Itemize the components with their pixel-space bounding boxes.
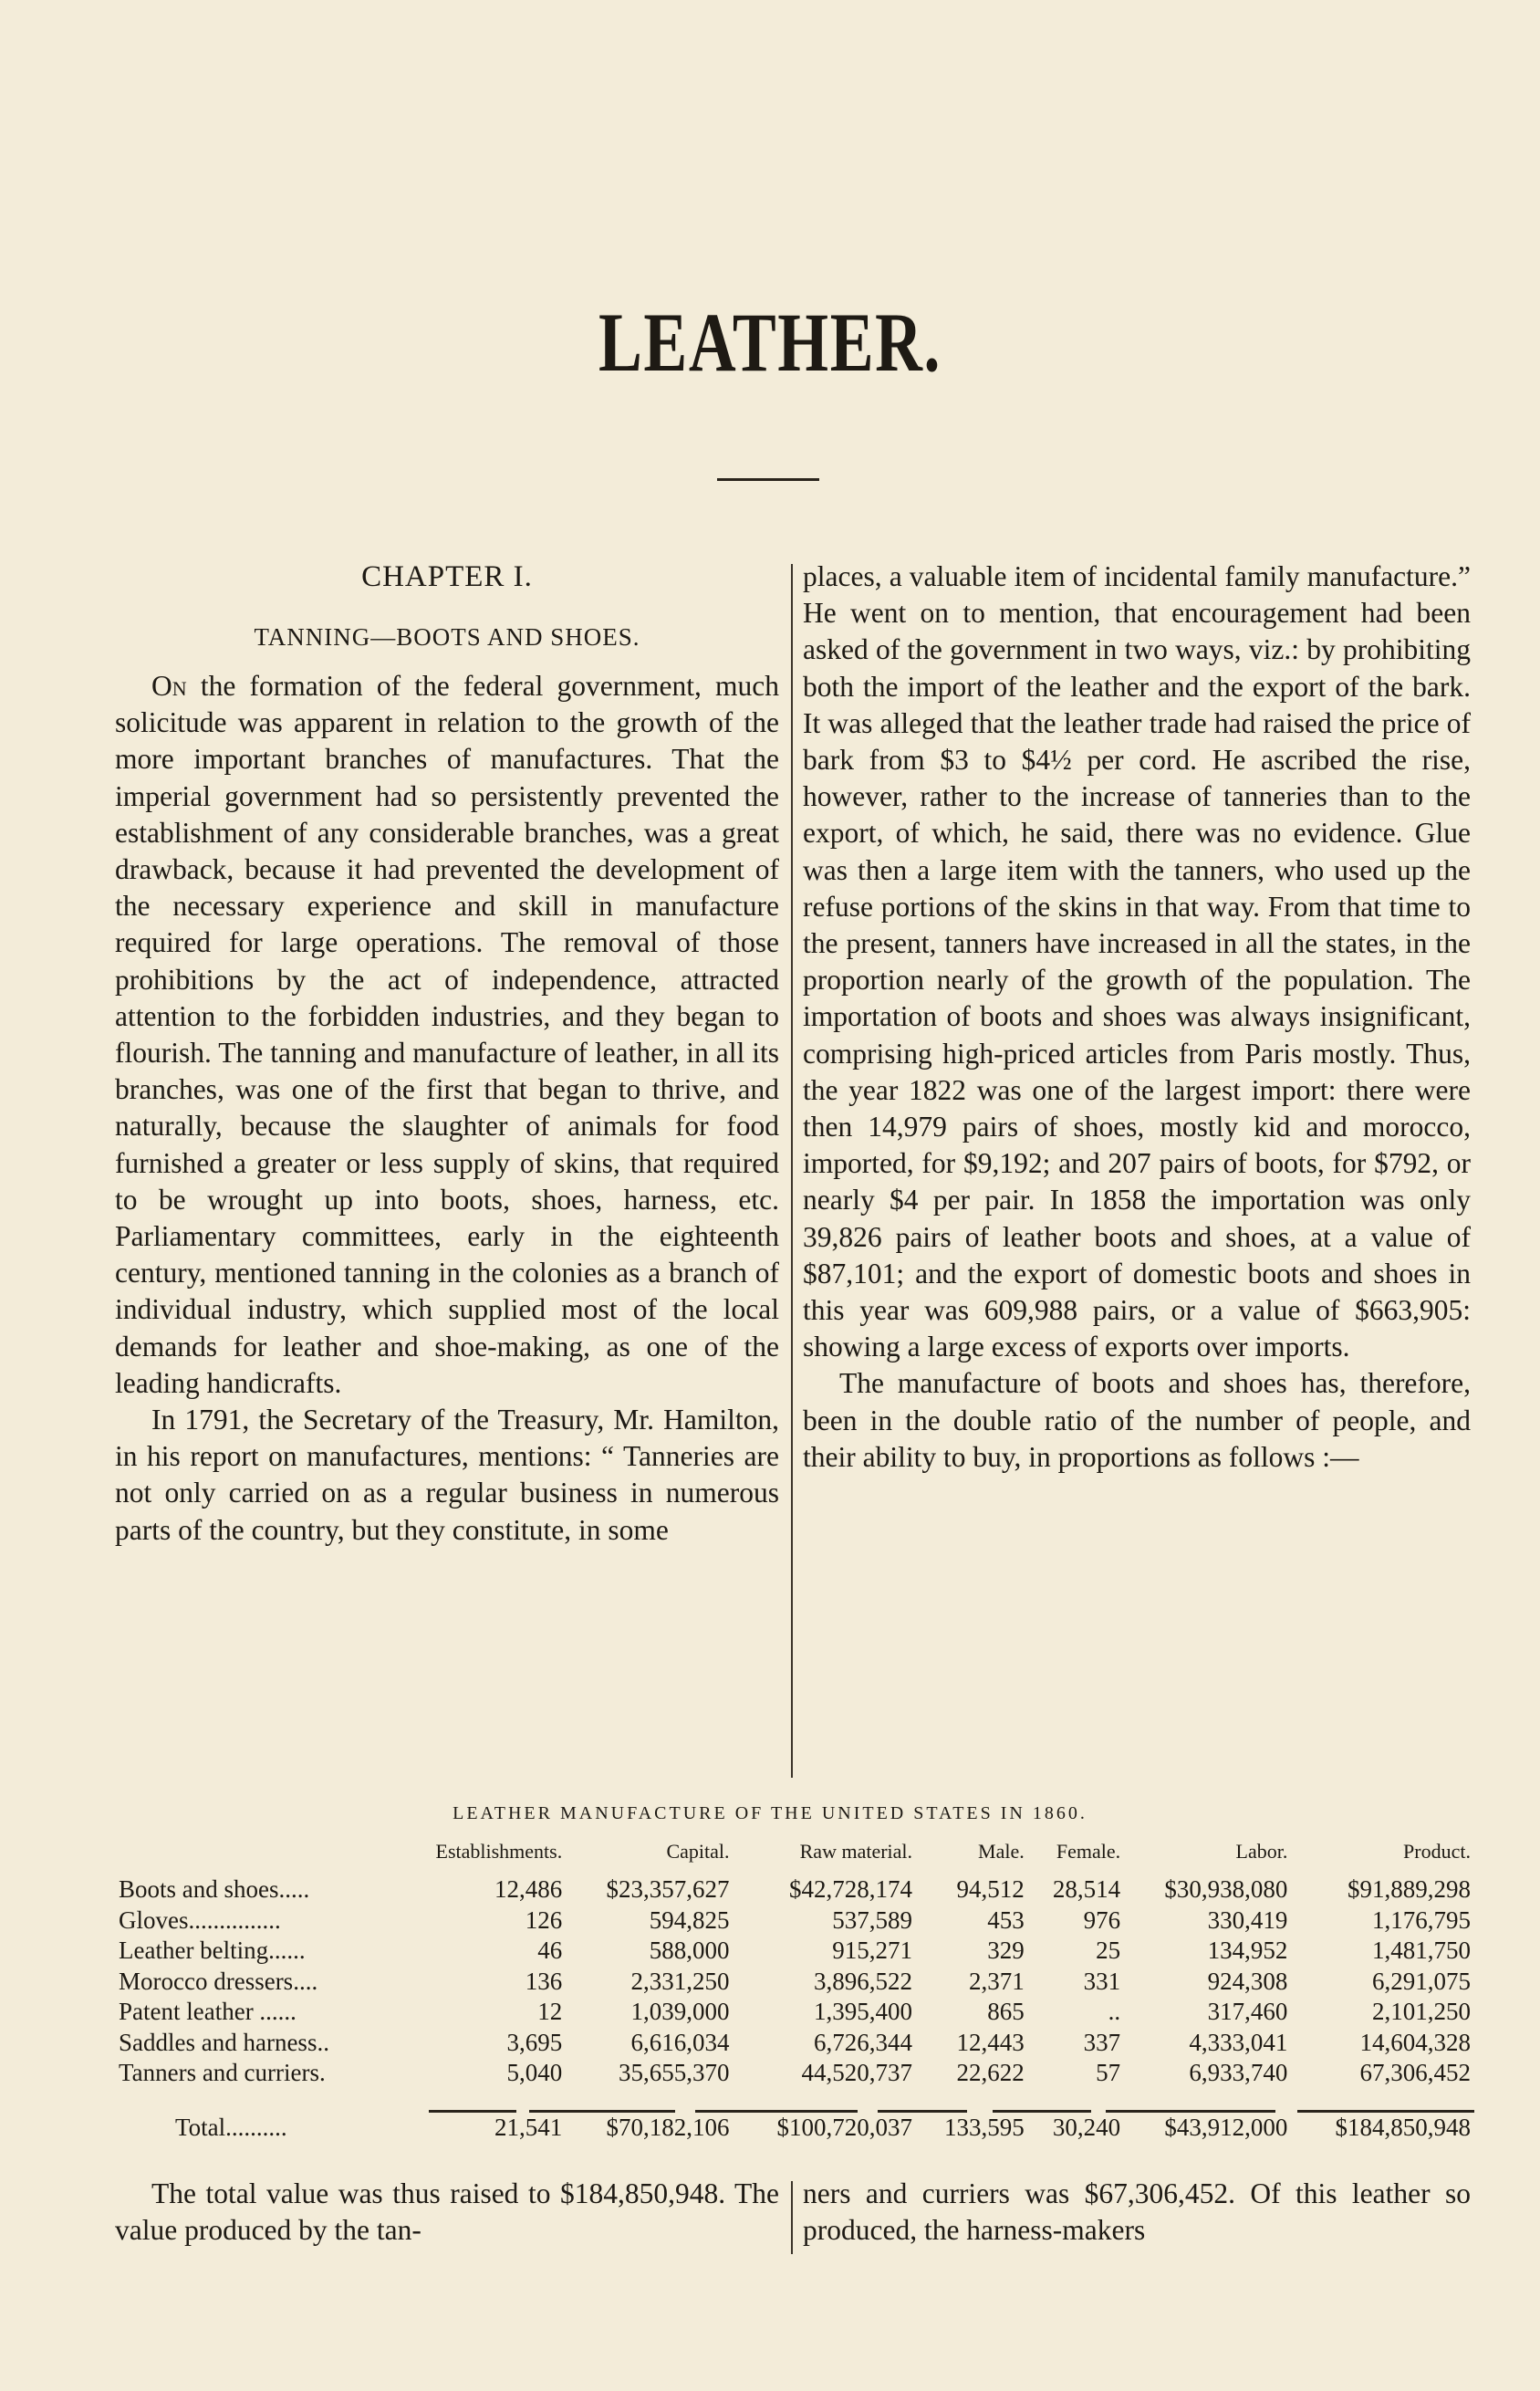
table-cell: 12,486 bbox=[494, 1875, 563, 1903]
table-header-cell bbox=[115, 1840, 394, 1874]
table-cell: $43,912,000 bbox=[1164, 2113, 1288, 2141]
table-cell: 14,604,328 bbox=[1359, 2028, 1471, 2056]
table-cell: Boots and shoes..... bbox=[119, 1875, 310, 1903]
table-cell: 3,896,522 bbox=[814, 1967, 913, 1995]
table-cell: 330,419 bbox=[1207, 1905, 1288, 1934]
table-cell: 4,333,041 bbox=[1189, 2028, 1288, 2056]
left-paragraph-1-text: the formation of the federal government, much solicitude was apparent in relation to the growth of the more important branches of manufactures. That the imperial government had so persistently prevented the establishment of any considerable branches, was a great drawback, because it had prevented the development of the necessary experience and skill in manufacture required for large operations. The removal of those prohibitions by the act of independence, attracted attention to the forbidden industries, and they began to flourish. The tanning and manufacture of leather, in all its branches, was one of the first that began to thrive, and naturally, because the slaughter of animals for food furnished a greater or less supply of skins, that required to be wrought up into boots, shoes, harness, etc. Parliamentary committees, early in the eighteenth century, mentioned tanning in the colonies as a branch of individual industry, which supplied most of the local demands for leather and shoe-making, as one of the leading handicrafts. bbox=[115, 670, 779, 1399]
table-cell: 3,695 bbox=[506, 2028, 563, 2056]
table-cell: 44,520,737 bbox=[801, 2059, 913, 2086]
table-cell: Gloves............... bbox=[119, 1905, 281, 1934]
table-cell: 2,371 bbox=[968, 1967, 1025, 1995]
table-cell: Tanners and curriers. bbox=[119, 2059, 326, 2086]
table-row bbox=[115, 1967, 1474, 1998]
right-paragraph-1: places, a valuable item of incidental family manufacture.” He went on to mention, that encouragement had been asked of the government in two ways, viz.: by prohibiting both the import of the leather and the export of the bark. It was alleged that the leather trade had raised the price of bark from $3 to $4½ per cord. He ascribed the rise, however, rather to the increase of tanneries than to the export, of which, he said, there was no evidence. Glue was then a large item with the tanners, who used up the refuse portions of the skins in that way. From that time to the present, tanners have increased in all the states, in the proportion nearly of the growth of the population. The importation of boots and shoes was always insignificant, comprising high-priced articles from Paris mostly. Thus, the year 1822 was one of the largest import: there were then 14,979 pairs of shoes, mostly kid and morocco, imported, for $9,192; and 207 pairs of boots, for $792, or nearly $4 per pair. In 1858 the importation was only 39,826 pairs of leather boots and shoes, at a value of $87,101; and the export of domestic boots and shoes in this year was 609,988 pairs, or a value of $663,905: showing a large excess of exports over imports. bbox=[803, 560, 1471, 1363]
table-cell: $23,357,627 bbox=[606, 1875, 730, 1903]
bottom-left-paragraph: The total value was thus raised to $184,850,948. The value produced by the tan- bbox=[115, 2177, 779, 2247]
page-title: LEATHER. bbox=[598, 296, 942, 389]
table-cell: 588,000 bbox=[649, 1937, 730, 1964]
table-cell: $30,938,080 bbox=[1164, 1875, 1288, 1903]
table-cell: $91,889,298 bbox=[1348, 1875, 1471, 1903]
table-cell: 317,460 bbox=[1207, 1998, 1288, 2025]
table-cell: 30,240 bbox=[1052, 2113, 1121, 2141]
table-header-cell: Product. bbox=[1403, 1840, 1471, 1863]
table-header-cell: Male. bbox=[978, 1840, 1025, 1863]
bottom-right-paragraph: ners and curriers was $67,306,452. Of this leather so produced, the harness-makers bbox=[803, 2177, 1471, 2247]
table-cell: 35,655,370 bbox=[618, 2059, 730, 2086]
right-column bbox=[803, 559, 1471, 1476]
table-cell: 337 bbox=[1083, 2028, 1121, 2056]
table-cell: 126 bbox=[525, 1905, 563, 1934]
table-cell: 865 bbox=[987, 1998, 1025, 2025]
table-cell: 1,176,795 bbox=[1372, 1905, 1471, 1934]
table-cell: 924,308 bbox=[1207, 1967, 1288, 1995]
table-cell: Morocco dressers.... bbox=[119, 1967, 318, 1995]
leather-manufacture-table bbox=[115, 1840, 1474, 2143]
table-cell: 22,622 bbox=[956, 2059, 1025, 2086]
table-cell: 134,952 bbox=[1207, 1937, 1288, 1964]
table-header-row bbox=[115, 1840, 1474, 1874]
table-row bbox=[115, 1997, 1474, 2028]
table-header-cell: Capital. bbox=[666, 1840, 730, 1863]
table-cell: 2,331,250 bbox=[630, 1967, 730, 1995]
table-cell: 6,933,740 bbox=[1189, 2059, 1288, 2086]
table-cell: 57 bbox=[1096, 2059, 1121, 2086]
table-cell: 331 bbox=[1083, 1967, 1121, 1995]
total-rule bbox=[878, 2110, 967, 2113]
table-cell: 1,481,750 bbox=[1372, 1937, 1471, 1964]
table-cell: 25 bbox=[1096, 1937, 1121, 1964]
total-rule bbox=[993, 2110, 1091, 2113]
left-paragraph-2: In 1791, the Secretary of the Treasury, Mr. Hamilton, in his report on manufactures, mentions: “ Tanneries are not only carried on as a regular business in numerous parts of the country, but they constitute, in some bbox=[115, 1404, 779, 1546]
table-cell: 915,271 bbox=[832, 1937, 913, 1964]
table-cell: 6,726,344 bbox=[814, 2028, 913, 2056]
table-cell: 46 bbox=[537, 1937, 563, 1964]
table-cell: 453 bbox=[987, 1905, 1025, 1934]
table-cell: .. bbox=[1108, 1998, 1121, 2025]
title-rule bbox=[717, 478, 819, 481]
table-cell: 67,306,452 bbox=[1359, 2059, 1471, 2086]
table-cell: Leather belting...... bbox=[119, 1937, 306, 1964]
table-cell: 12 bbox=[537, 1998, 563, 2025]
left-column bbox=[115, 559, 779, 1549]
table-row bbox=[115, 1936, 1474, 1967]
table-cell: 5,040 bbox=[506, 2059, 563, 2086]
table-cell: 136 bbox=[525, 1967, 563, 1995]
table-cell: 6,616,034 bbox=[630, 2028, 730, 2056]
table-cell: 1,395,400 bbox=[814, 1998, 913, 2025]
table-cell: $42,728,174 bbox=[789, 1875, 913, 1903]
table-header-cell: Labor. bbox=[1235, 1840, 1288, 1863]
table-header-cell: Raw material. bbox=[799, 1840, 913, 1863]
table-cell: 6,291,075 bbox=[1372, 1967, 1471, 1995]
table-row bbox=[115, 1874, 1474, 1905]
total-rule bbox=[695, 2110, 858, 2113]
table-cell: 2,101,250 bbox=[1372, 1998, 1471, 2025]
table-cell: 537,589 bbox=[832, 1905, 913, 1934]
column-divider bbox=[791, 564, 793, 1778]
total-rule bbox=[1297, 2110, 1474, 2113]
table-cell: 94,512 bbox=[956, 1875, 1025, 1903]
table-cell: 133,595 bbox=[943, 2113, 1025, 2141]
table-header-cell: Establishments. bbox=[435, 1840, 563, 1863]
right-paragraph-2: The manufacture of boots and shoes has, therefore, been in the double ratio of the number of people, and their ability to buy, in proportions as follows :— bbox=[803, 1367, 1471, 1473]
drop-word: On bbox=[151, 670, 187, 702]
table-cell: 28,514 bbox=[1052, 1875, 1121, 1903]
table-row bbox=[115, 2058, 1474, 2089]
bottom-right-column bbox=[803, 2176, 1471, 2249]
table-cell: Total.......... bbox=[175, 2113, 287, 2141]
total-rule bbox=[529, 2110, 675, 2113]
table-cell: $100,720,037 bbox=[776, 2113, 913, 2141]
total-rule bbox=[429, 2110, 516, 2113]
table-cell: $70,182,106 bbox=[606, 2113, 730, 2141]
table-cell: $184,850,948 bbox=[1335, 2113, 1471, 2141]
table-total-row bbox=[115, 2089, 1474, 2144]
table-header-cell: Female. bbox=[1056, 1840, 1121, 1863]
table-cell: 976 bbox=[1083, 1905, 1121, 1934]
bottom-left-column bbox=[115, 2176, 779, 2249]
table-cell: 1,039,000 bbox=[630, 1998, 730, 2025]
table-cell: 594,825 bbox=[649, 1905, 730, 1934]
table-caption: LEATHER MANUFACTURE OF THE UNITED STATES IN 1860. bbox=[453, 1803, 1087, 1823]
table-cell: Patent leather ...... bbox=[119, 1998, 297, 2025]
table-cell: Saddles and harness.. bbox=[119, 2028, 329, 2056]
total-rules bbox=[429, 2110, 1474, 2114]
chapter-subheading: TANNING—BOOTS AND SHOES. bbox=[254, 623, 640, 651]
table-cell: 329 bbox=[987, 1937, 1025, 1964]
table-row bbox=[115, 1905, 1474, 1937]
bottom-column-divider bbox=[791, 2181, 793, 2254]
chapter-heading: CHAPTER I. bbox=[361, 560, 533, 593]
table-cell: 12,443 bbox=[956, 2028, 1025, 2056]
table-cell: 21,541 bbox=[494, 2113, 563, 2141]
total-rule bbox=[1106, 2110, 1275, 2113]
left-paragraph-1 bbox=[115, 668, 779, 1402]
table-row bbox=[115, 2028, 1474, 2059]
